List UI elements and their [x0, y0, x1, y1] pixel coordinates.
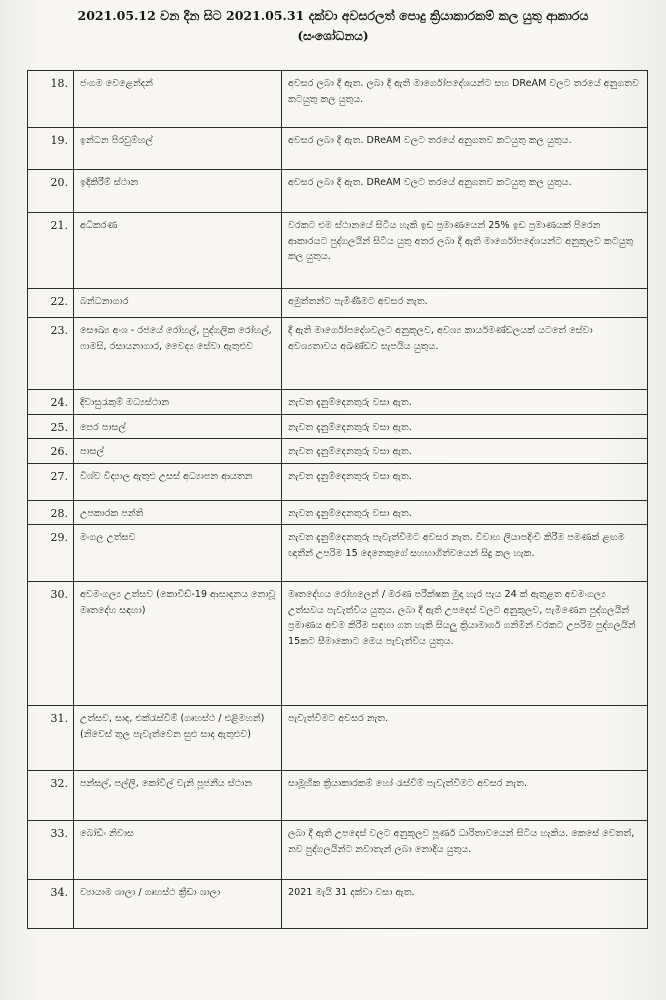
table-row: [28, 289, 648, 318]
table-row: [28, 390, 648, 415]
row-number: 24.: [28, 390, 74, 415]
row-number: 32.: [28, 771, 74, 821]
row-number: 22.: [28, 289, 74, 318]
document-title: 2021.05.12 වන දින සිට 2021.05.31 දක්වා අවසරලත් පොදු ක්‍රියාකාරකම් කල යුතු ආකාරය: [77, 8, 589, 23]
row-rule: ලබා දී ඇති උපදෙස් වලට අනුකූලව පූර්ණ ධාරිතාවයෙන් සිටිය හැකිය. කෙසේ වෙතත්, නව පුද්ගලයින්ට නවාතැන් ලබා නොදිය යුතුය.: [282, 821, 648, 880]
row-number: 29.: [28, 525, 74, 582]
row-place: ජංගම වෙළෙන්දන්: [74, 71, 282, 128]
row-number: 33.: [28, 821, 74, 880]
row-rule: නැවත දැනුම්දෙනතුරු වසා ඇත.: [282, 463, 648, 500]
row-rule: අවසර ලබා දී ඇත. DReAM වලට තරයේ අනුගතව කටයුතු කල යුතුය.: [282, 170, 648, 213]
table-row: [28, 463, 648, 500]
row-number: 23.: [28, 318, 74, 390]
row-number: 34.: [28, 880, 74, 929]
row-rule: පැවැත්වීමට අවසර නැත.: [282, 706, 648, 771]
row-place: ව්‍යායාම ශාලා / ගෘහස්ථ ක්‍රීඩා ශාලා: [74, 880, 282, 929]
row-rule: නැවත දැනුම්දෙනතුරු වසා ඇත.: [282, 500, 648, 525]
document-subtitle: (සංශෝධනය): [297, 29, 369, 43]
row-number: 28.: [28, 500, 74, 525]
row-rule: නැවත දැනුම්දෙනතුරු පැවැත්වීමට අවසර නැත. විවාහ ලියාපදිංචි කිරීම පමණක් ළඟම ඥාතීන් උපරිම 15 දෙනෙකුගේ සහභාගිත්වයෙන් සිදු කල හැක.: [282, 525, 648, 582]
row-rule: මෘතදේහය රෝහලෙන් / මරණ පරීක්ෂක මුදා හැර පැය 24 ක් ඇතුළත අවමංගල්‍ය උත්සවය පැවැත්විය යුතුය. ලබා දී ඇති උපදෙස් වලට අනුකූලව, පැමිණෙන පුද්ගලයින් ප්‍රමාණය අවම කිරීම සඳහා ගත හැකි සියලු ක්‍රියාමාර්ග ගනිමින් වරකට උපරිම පුද්ගලයින් 15කට සීමාකොට මෙය පැවැත්විය යුතුය.: [282, 582, 648, 706]
row-rule: අවසර ලබා දී ඇත. DReAM වලට තරයේ අනුගතව කටයුතු කල යුතුය.: [282, 128, 648, 170]
row-place: අධිකරණ: [74, 213, 282, 289]
table-row: [28, 771, 648, 821]
table-row: [28, 414, 648, 439]
row-number: 26.: [28, 439, 74, 464]
row-place: අවමංගල්‍ය උත්සව (කොවිඩ්-19 ආසාදනය නොවූ මෘතදේහ සඳහා): [74, 582, 282, 706]
row-number: 30.: [28, 582, 74, 706]
row-rule: වරකට එම ස්ථානයේ සිටිය හැකි ඉඩ ප්‍රමාණයෙන් 25% ඉඩ ප්‍රමාණයක් පිරෙන ආකාරයට පුද්ගලයින් සිටිය යුතු අතර ලබා දී ඇති මාර්ගෝපදේශයන්ට අනුකූලව කටයුතු කල යුතුය.: [282, 213, 648, 289]
row-rule: අවසර ලබා දී ඇත. ලබා දී ඇති මාර්ගෝපදේශයන්ට සහ DReAM වලට තරයේ අනුගතව කටයුතු කල යුතුය.: [282, 71, 648, 128]
table-row: [28, 318, 648, 390]
row-rule: 2021 මැයි 31 දක්වා වසා ඇත.: [282, 880, 648, 929]
row-rule: සාමූහික ක්‍රියාකාරකම් හෝ රැස්වීම් පැවැත්වීමට අවසර නැත.: [282, 771, 648, 821]
table-row: [28, 880, 648, 929]
table-row: [28, 706, 648, 771]
row-rule: අමුත්තන්ට පැමිණීමට අවසර නැත.: [282, 289, 648, 318]
row-number: 20.: [28, 170, 74, 213]
row-rule: නැවත දැනුම්දෙනතුරු වසා ඇත.: [282, 439, 648, 464]
row-number: 21.: [28, 213, 74, 289]
row-number: 27.: [28, 463, 74, 500]
table-row: [28, 71, 648, 128]
row-place: බන්ධනාගාර: [74, 289, 282, 318]
row-rule: නැවත දැනුම්දෙනතුරු වසා ඇත.: [282, 414, 648, 439]
row-place: බෝඩිං නිවාස: [74, 821, 282, 880]
row-place: පන්සල්, පල්ලි, කෝවිල් වැනි පූජනීය ස්ථාන: [74, 771, 282, 821]
table-row: [28, 213, 648, 289]
activities-table: [27, 70, 648, 929]
table-row: [28, 582, 648, 706]
row-place: ඉදිකිරීම් ස්ථාන: [74, 170, 282, 213]
activities-table-body: [28, 71, 648, 929]
table-row: [28, 170, 648, 213]
table-row: [28, 821, 648, 880]
row-rule: දී ඇති මාර්ගෝපදේශවලට අනුකූලව, අවශ්‍ය කාර්යමණ්ඩලයක් යටතේ සේවා අවශ්‍යතාවය අඛණ්ඩව සැපයිය යුතුය.: [282, 318, 648, 390]
row-place: මංගල උත්සව: [74, 525, 282, 582]
row-place: උත්සව, සාද, එක්රැස්වීම් (ගෘහස්ථ / එළිමහන්) (නිවෙස් තුල පැවැත්වෙන සුළු සාද ඇතුළුව): [74, 706, 282, 771]
row-place: දිවාසුරැකුම් මධ්‍යස්ථාන: [74, 390, 282, 415]
row-place: සෞඛ්‍ය අංශ - රජයේ රෝහල්, පුද්ගලික රෝහල්, ෆාමසි, රසායනාගාර, වෛද්‍ය සේවා ඇතුළුව: [74, 318, 282, 390]
table-row: [28, 439, 648, 464]
row-number: 19.: [28, 128, 74, 170]
row-number: 25.: [28, 414, 74, 439]
table-row: [28, 500, 648, 525]
table-row: [28, 128, 648, 170]
row-place: පාසල්: [74, 439, 282, 464]
row-place: ඉන්ධන පිරවුම්හල්: [74, 128, 282, 170]
row-place: විශ්ව විද්‍යාල ඇතුළු උසස් අධ්‍යාපන ආයතන: [74, 463, 282, 500]
row-place: උපකාරක පන්ති: [74, 500, 282, 525]
table-row: [28, 525, 648, 582]
document-header: [0, 6, 666, 46]
row-number: 31.: [28, 706, 74, 771]
row-number: 18.: [28, 71, 74, 128]
row-place: පෙර පාසල්: [74, 414, 282, 439]
row-rule: නැවත දැනුම්දෙනතුරු වසා ඇත.: [282, 390, 648, 415]
